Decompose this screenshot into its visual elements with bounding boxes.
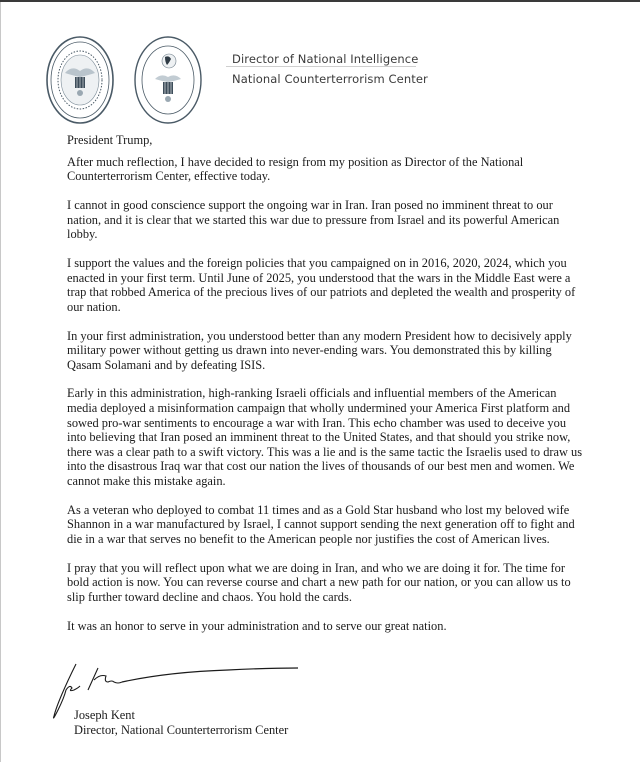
letterhead-divider xyxy=(226,66,416,67)
paragraph: As a veteran who deployed to combat 11 times and as a Gold Star husband who lost my beloved wife Shannon in a war manufactured by Israel, I cannot support sending the next generation off to fight and die in a war that serves no benefit to the American people nor justifies the cost of American lives. xyxy=(67,502,575,546)
paragraph: I support the values and the foreign policies that you campaigned on in 2016, 2020, 2024, which you enacted in your first term. Until June of 2025, you understood that the wars in the Middle East were a trap that robbed America of the precious lives of our patriots and depleted the wealth and prosperity of our nation. xyxy=(67,255,576,314)
letterhead-line-dni: Director of National Intelligence xyxy=(232,52,419,66)
odni-seal-icon xyxy=(45,35,115,125)
salutation: President Trump, xyxy=(67,133,153,147)
paragraph: After much reflection, I have decided to resign from my position as Director of the National Counterterrorism Center, effective today. xyxy=(67,154,524,184)
paragraph: I cannot in good conscience support the ongoing war in Iran. Iran posed no imminent threat to our nation, and it is clear that we started this war due to pressure from Israel and its powerful American lobby. xyxy=(67,197,560,242)
paragraph: In your first administration, you understood better than any modern President how to decisively apply military power without getting us drawn into never-ending wars. You demonstrated this by killing Qasam Solamani and by defeating ISIS. xyxy=(67,328,572,372)
paragraph: I pray that you will reflect upon what we are doing in Iran, and who we are doing it for. The time for bold action is now. You can reverse course and chart a new path for our nation, or you can allow us to slip further toward decline and chaos. You hold the cards. xyxy=(67,560,571,604)
paragraph: It was an honor to serve in your administration and to serve our great nation. xyxy=(67,618,447,633)
top-border xyxy=(0,0,640,2)
signer-name: Joseph Kent xyxy=(74,708,135,722)
signature-block xyxy=(74,708,288,737)
signer-title: Director, National Counterterrorism Center xyxy=(74,722,289,737)
nctc-seal-icon xyxy=(133,35,203,125)
paragraph: Early in this administration, high-ranking Israeli officials and influential members of the American media deployed a misinformation campaign that wholly undermined your America First platform and sowed pro-war sentiments to encourage a war with Iran. This echo chamber was used to deceive you into believing that Iran posed an imminent threat to the United States, and that should you strike now, there was a clear path to a swift victory. This was a lie and is the same tactic the Israelis used to draw us into the disastrous Iraq war that cost our nation the lives of thousands of our best men and women. We cannot make this mistake again. xyxy=(67,386,583,489)
letterhead-line-nctc: National Counterterrorism Center xyxy=(232,72,428,86)
letter-body xyxy=(67,133,587,648)
left-border xyxy=(0,2,1,762)
